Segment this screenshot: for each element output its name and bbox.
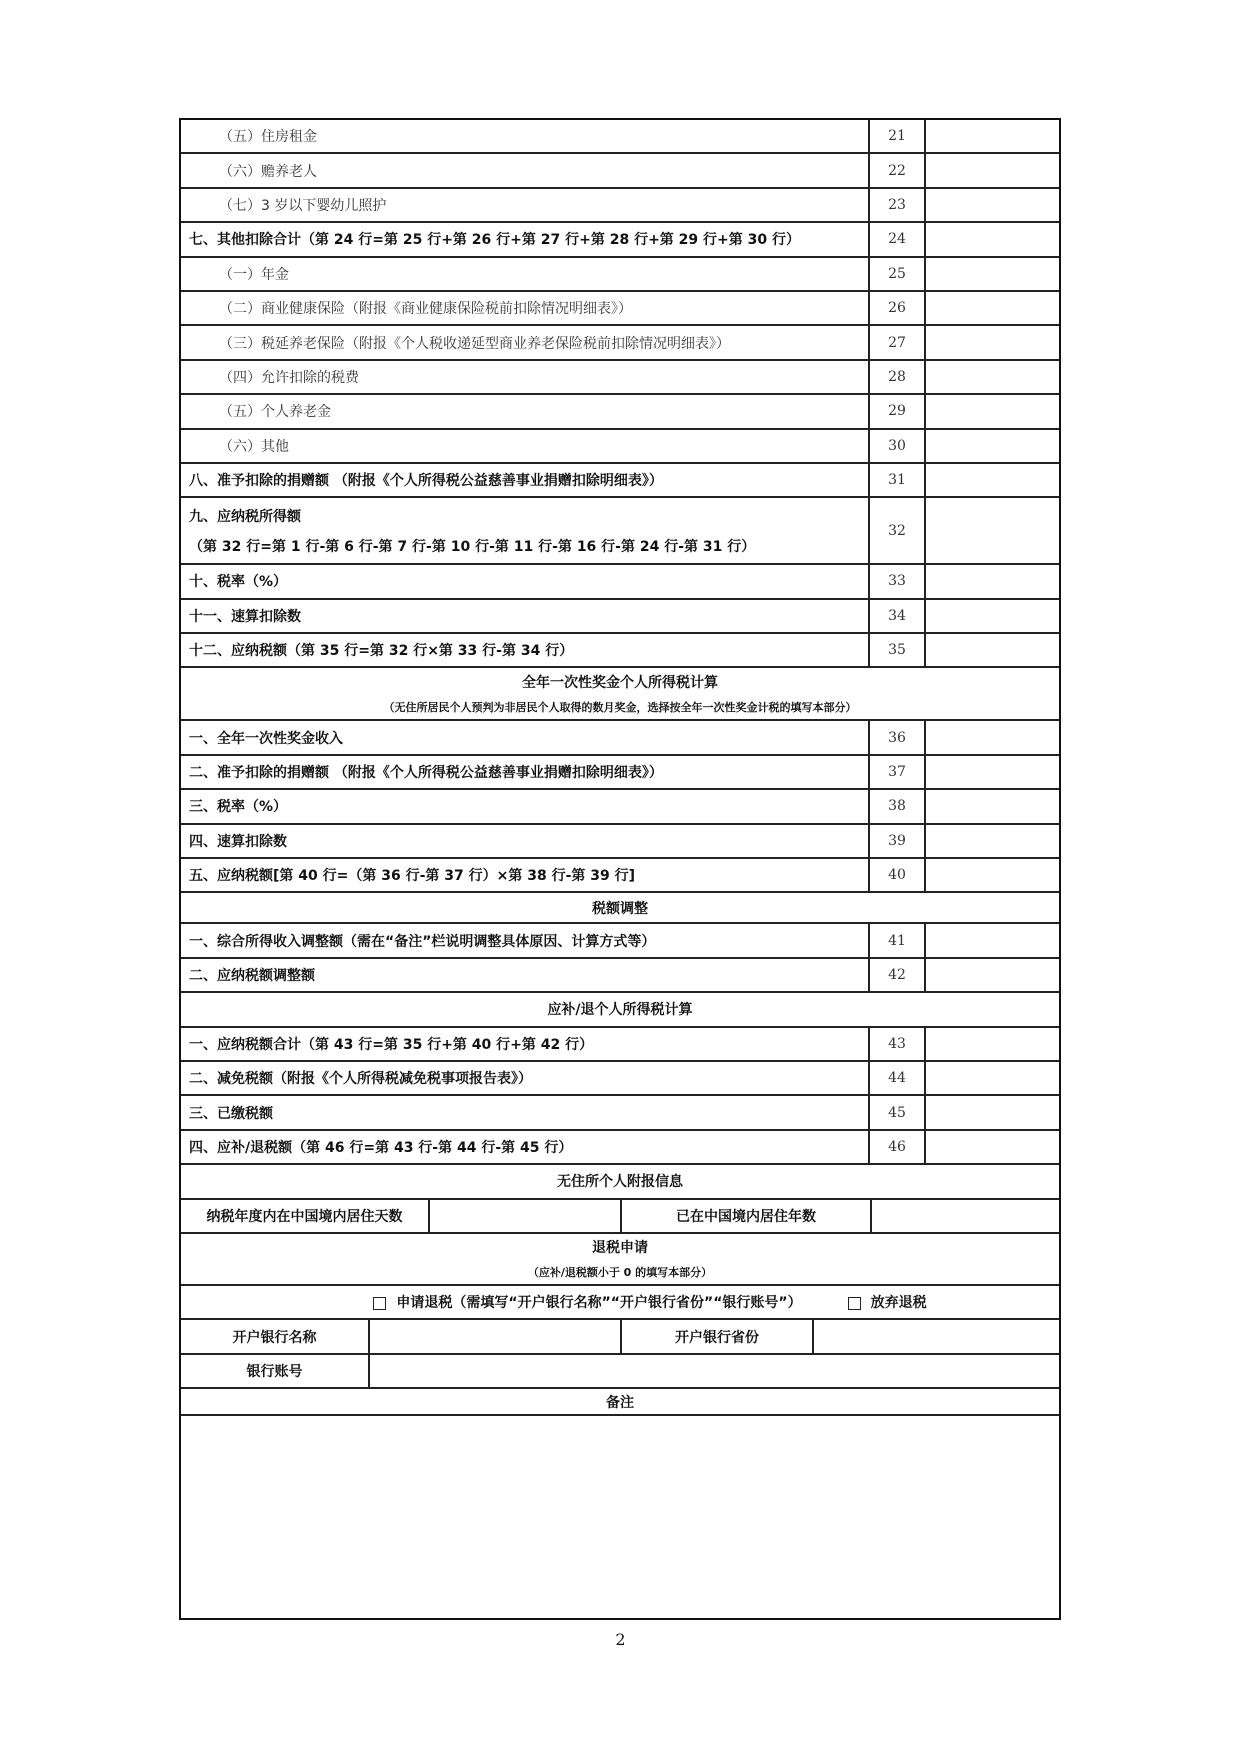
row-value-field[interactable] xyxy=(926,790,1059,822)
row-value-field[interactable] xyxy=(926,258,1059,290)
remarks-row xyxy=(181,1416,1059,1618)
row-number: 40 xyxy=(870,859,926,891)
row-value-field[interactable] xyxy=(926,959,1059,991)
form-row xyxy=(181,859,1059,893)
form-row xyxy=(181,223,1059,257)
form-row xyxy=(181,189,1059,223)
residence-days-label: 纳税年度内在中国境内居住天数 xyxy=(181,1200,430,1232)
row-number: 35 xyxy=(870,634,926,666)
row-number: 33 xyxy=(870,565,926,597)
refund-calc-section-header: 应补/退个人所得税计算 xyxy=(547,1002,693,1019)
row-label: 二、应纳税额调整额 xyxy=(181,959,870,991)
row-value-field[interactable] xyxy=(926,464,1059,496)
row-label: （五）个人养老金 xyxy=(181,395,870,427)
row-value-field[interactable] xyxy=(926,721,1059,753)
row-number: 24 xyxy=(870,223,926,255)
row-number: 44 xyxy=(870,1062,926,1094)
row-value-field[interactable] xyxy=(926,600,1059,632)
nonresident-section-header: 无住所个人附报信息 xyxy=(557,1174,683,1191)
bank-info-row xyxy=(181,1320,1059,1354)
row-number: 34 xyxy=(870,600,926,632)
row-value-field[interactable] xyxy=(926,292,1059,324)
form-row xyxy=(181,430,1059,464)
form-row xyxy=(181,721,1059,755)
tax-form-table xyxy=(179,118,1061,1620)
waive-refund-option[interactable] xyxy=(848,1292,927,1312)
row-number: 45 xyxy=(870,1096,926,1128)
apply-refund-checkbox[interactable] xyxy=(373,1297,386,1310)
row-number: 37 xyxy=(870,756,926,788)
waive-refund-checkbox[interactable] xyxy=(848,1297,861,1310)
row-value-field[interactable] xyxy=(926,1096,1059,1128)
row-number: 27 xyxy=(870,326,926,358)
row-value-field[interactable] xyxy=(926,1062,1059,1094)
form-row xyxy=(181,258,1059,292)
row-label: 四、速算扣除数 xyxy=(181,825,870,857)
row-value-field[interactable] xyxy=(926,756,1059,788)
row-value-field[interactable] xyxy=(926,825,1059,857)
form-row xyxy=(181,326,1059,360)
form-row xyxy=(181,634,1059,668)
apply-refund-label: 申请退税（需填写“开户银行名称”“开户银行省份”“银行账号”） xyxy=(396,1295,802,1312)
row-value-field[interactable] xyxy=(926,498,1059,563)
row-number: 42 xyxy=(870,959,926,991)
row-number: 28 xyxy=(870,361,926,393)
row-value-field[interactable] xyxy=(926,1131,1059,1163)
section-header xyxy=(181,993,1059,1027)
section-header xyxy=(181,893,1059,924)
refund-options xyxy=(181,1286,1059,1318)
row-label: 二、减免税额（附报《个人所得税减免税事项报告表》） xyxy=(181,1062,870,1094)
row-value-field[interactable] xyxy=(926,223,1059,255)
form-row xyxy=(181,756,1059,790)
section-header xyxy=(181,1165,1059,1199)
row-number: 36 xyxy=(870,721,926,753)
apply-refund-option[interactable] xyxy=(373,1292,801,1312)
bank-account-label: 银行账号 xyxy=(181,1355,370,1387)
row-label: 三、已缴税额 xyxy=(181,1096,870,1128)
row-label: 五、应纳税额[第 40 行=（第 36 行-第 37 行）×第 38 行-第 39 行] xyxy=(181,859,870,891)
form-row xyxy=(181,120,1059,154)
row-label: 二、准予扣除的捐赠额 （附报《个人所得税公益慈善事业捐赠扣除明细表》） xyxy=(181,756,870,788)
row-label-line1: 九、应纳税所得额 xyxy=(189,508,301,525)
form-row xyxy=(181,790,1059,824)
form-row xyxy=(181,1131,1059,1165)
residence-years-label: 已在中国境内居住年数 xyxy=(622,1200,872,1232)
row-number: 43 xyxy=(870,1028,926,1060)
row-value-field[interactable] xyxy=(926,395,1059,427)
form-row xyxy=(181,924,1059,958)
bank-province-field[interactable] xyxy=(814,1320,1059,1352)
form-row xyxy=(181,1028,1059,1062)
row-value-field[interactable] xyxy=(926,924,1059,956)
row-value-field[interactable] xyxy=(926,326,1059,358)
row-value-field[interactable] xyxy=(926,154,1059,186)
section-title: 全年一次性奖金个人所得税计算 xyxy=(522,675,718,692)
row-label: 十二、应纳税额（第 35 行=第 32 行×第 33 行-第 34 行） xyxy=(181,634,870,666)
row-label: 十一、速算扣除数 xyxy=(181,600,870,632)
bank-account-row xyxy=(181,1355,1059,1389)
row-value-field[interactable] xyxy=(926,189,1059,221)
remarks-header: 备注 xyxy=(606,1394,634,1411)
row-value-field[interactable] xyxy=(926,565,1059,597)
row-value-field[interactable] xyxy=(926,634,1059,666)
row-label: （二）商业健康保险（附报《商业健康保险税前扣除情况明细表》） xyxy=(181,292,870,324)
row-label: （七）3 岁以下婴幼儿照护 xyxy=(181,189,870,221)
row-number: 25 xyxy=(870,258,926,290)
form-row xyxy=(181,154,1059,188)
row-label: 一、应纳税额合计（第 43 行=第 35 行+第 40 行+第 42 行） xyxy=(181,1028,870,1060)
form-row xyxy=(181,959,1059,993)
form-row xyxy=(181,292,1059,326)
row-label: （五）住房租金 xyxy=(181,120,870,152)
section-header xyxy=(181,1389,1059,1416)
adjust-section-header: 税额调整 xyxy=(592,900,648,917)
form-row xyxy=(181,565,1059,599)
row-label: 八、准予扣除的捐赠额 （附报《个人所得税公益慈善事业捐赠扣除明细表》） xyxy=(181,464,870,496)
section-title: 退税申请 xyxy=(592,1240,648,1257)
form-row xyxy=(181,600,1059,634)
row-label: （六）赡养老人 xyxy=(181,154,870,186)
row-number: 29 xyxy=(870,395,926,427)
form-row xyxy=(181,464,1059,498)
row-number: 41 xyxy=(870,924,926,956)
form-row xyxy=(181,1062,1059,1096)
row-number: 38 xyxy=(870,790,926,822)
bank-name-field[interactable] xyxy=(370,1320,622,1352)
row-number: 22 xyxy=(870,154,926,186)
row-number: 46 xyxy=(870,1131,926,1163)
page-number: 2 xyxy=(615,1630,626,1649)
waive-refund-label: 放弃退税 xyxy=(870,1295,927,1312)
row-number: 32 xyxy=(870,498,926,563)
row-label-line2: （第 32 行=第 1 行-第 6 行-第 7 行-第 10 行-第 11 行-第 16 行-第 24 行-第 31 行） xyxy=(189,538,756,555)
section-header xyxy=(181,668,1059,721)
row-value-field[interactable] xyxy=(926,361,1059,393)
form-row xyxy=(181,498,1059,565)
residence-years-field[interactable] xyxy=(872,1200,1059,1232)
row-number: 31 xyxy=(870,464,926,496)
row-value-field[interactable] xyxy=(926,1028,1059,1060)
row-label: （三）税延养老保险（附报《个人税收递延型商业养老保险税前扣除情况明细表》） xyxy=(181,326,870,358)
row-value-field[interactable] xyxy=(926,120,1059,152)
bank-name-label: 开户银行名称 xyxy=(181,1320,370,1352)
row-label xyxy=(181,498,870,563)
section-header xyxy=(181,1234,1059,1286)
row-label: 三、税率（%） xyxy=(181,790,870,822)
remarks-field[interactable] xyxy=(181,1416,1059,1618)
row-number: 26 xyxy=(870,292,926,324)
section-note: （应补/退税额小于 0 的填写本部分） xyxy=(527,1266,713,1280)
row-value-field[interactable] xyxy=(926,859,1059,891)
row-number: 23 xyxy=(870,189,926,221)
bank-province-label: 开户银行省份 xyxy=(622,1320,814,1352)
row-number: 30 xyxy=(870,430,926,462)
row-label: 十、税率（%） xyxy=(181,565,870,597)
form-row xyxy=(181,395,1059,429)
refund-options-row xyxy=(181,1286,1059,1320)
section-note: （无住所居民个人预判为非居民个人取得的数月奖金，选择按全年一次性奖金计税的填写本部分） xyxy=(383,701,857,715)
form-row xyxy=(181,361,1059,395)
nonresident-info-row xyxy=(181,1200,1059,1234)
row-label: 七、其他扣除合计（第 24 行=第 25 行+第 26 行+第 27 行+第 28 行+第 29 行+第 30 行） xyxy=(181,223,870,255)
row-number: 39 xyxy=(870,825,926,857)
refund-section-header xyxy=(181,1234,1059,1284)
bank-account-field[interactable] xyxy=(370,1355,1059,1387)
row-label: 四、应补/退税额（第 46 行=第 43 行-第 44 行-第 45 行） xyxy=(181,1131,870,1163)
form-row xyxy=(181,825,1059,859)
row-label: 一、全年一次性奖金收入 xyxy=(181,721,870,753)
residence-days-field[interactable] xyxy=(430,1200,622,1232)
row-label: （四）允许扣除的税费 xyxy=(181,361,870,393)
bonus-section-header xyxy=(181,668,1059,719)
row-label: （六）其他 xyxy=(181,430,870,462)
row-number: 21 xyxy=(870,120,926,152)
row-value-field[interactable] xyxy=(926,430,1059,462)
row-label: 一、综合所得收入调整额（需在“备注”栏说明调整具体原因、计算方式等） xyxy=(181,924,870,956)
row-label: （一）年金 xyxy=(181,258,870,290)
form-row xyxy=(181,1096,1059,1130)
